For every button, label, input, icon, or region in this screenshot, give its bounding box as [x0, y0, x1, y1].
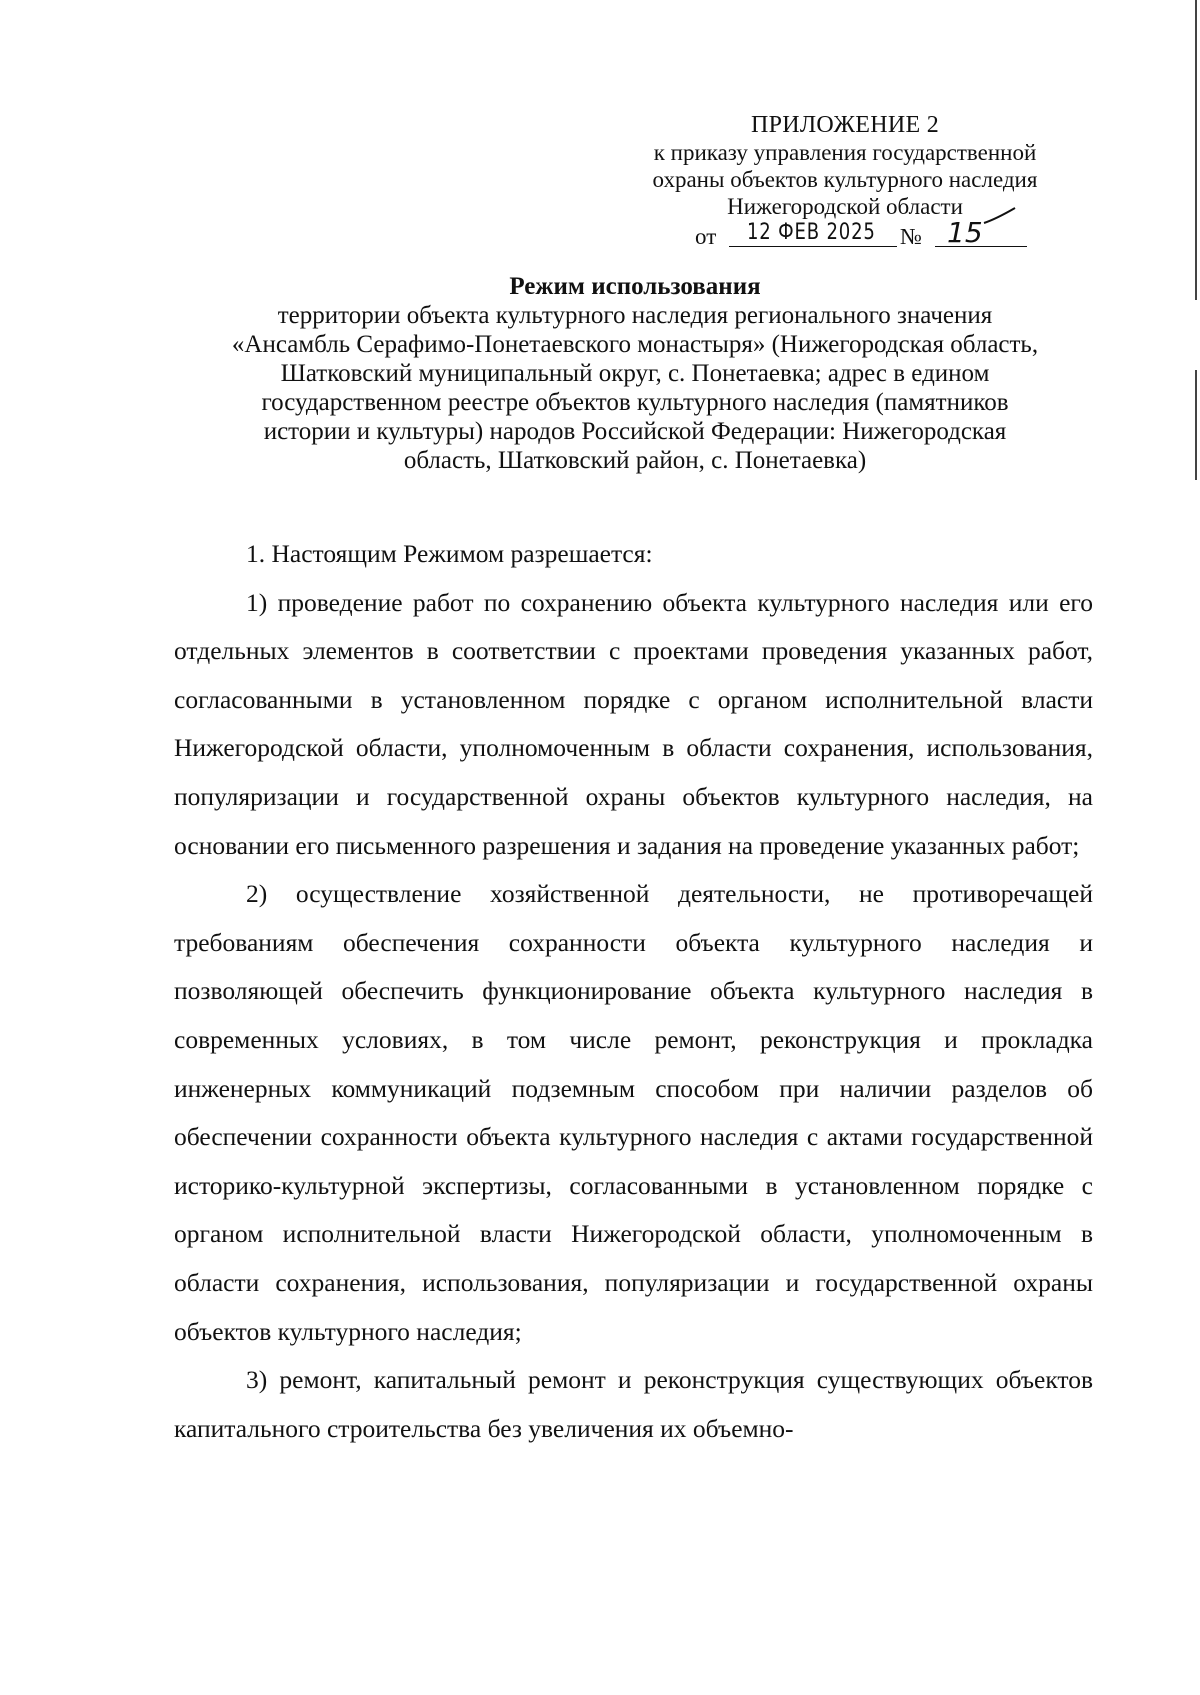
appendix-title: ПРИЛОЖЕНИЕ 2: [750, 112, 940, 138]
order-date: 12 ФЕВ 2025: [747, 220, 876, 245]
document-body: [174, 530, 1093, 1453]
document-heading: [150, 272, 1120, 475]
scan-edge-mark: [1195, 370, 1197, 480]
appendix-line: охраны объектов культурного наследия: [652, 167, 1038, 192]
date-underline: [729, 246, 897, 247]
document-title: Режим использования: [509, 273, 761, 300]
number-prefix: №: [900, 224, 922, 249]
body-paragraph: 1) проведение работ по сохранению объекта культурного наследия или его отдельных элементов в соответствии с проектами проведения указанных работ, согласованными в установленном порядке с органом исполнительной власти Нижегородской области, уполномоченным в области сохранения, использования, популяризации и государственной охраны объектов культурного наследия, на основании его письменного разрешения и задания на проведение указанных работ;: [174, 587, 1093, 860]
heading-line: «Ансамбль Серафимо-Понетаевского монастыря» (Нижегородская область,: [231, 331, 1039, 358]
order-date-row: [695, 216, 1105, 254]
appendix-header: [620, 112, 1070, 220]
body-paragraph: 2) осуществление хозяйственной деятельности, не противоречащей требованиям обеспечения сохранности объекта культурного наследия и позволяющей обеспечить функционирование объекта культурного наследия в современных условиях, в том числе ремонт, реконструкция и прокладка инженерных коммуникаций подземным способом при наличии разделов об обеспечении сохранности объекта культурного наследия с актами государственной историко-культурной экспертизы, согласованными в установленном порядке с органом исполнительной власти Нижегородской области, уполномоченным в области сохранения, использования, популяризации и государственной охраны объектов культурного наследия;: [174, 879, 1093, 1346]
date-prefix: от: [695, 224, 717, 249]
heading-line: территории объекта культурного наследия регионального значения: [277, 302, 993, 329]
appendix-line: к приказу управления государственной: [653, 140, 1037, 165]
appendix-line: Нижегородской области: [727, 194, 963, 219]
order-number: 15: [947, 216, 983, 249]
heading-line: область, Шатковский район, с. Понетаевка): [403, 447, 867, 474]
scan-edge-mark: [1195, 0, 1197, 300]
heading-line: истории и культуры) народов Российской Федерации: Нижегородская: [263, 418, 1007, 445]
body-paragraph: 1. Настоящим Режимом разрешается:: [246, 539, 653, 568]
body-paragraph: 3) ремонт, капитальный ремонт и реконструкция существующих объектов капитального строительства без увеличения их объемно-: [174, 1365, 1093, 1443]
heading-line: государственном реестре объектов культурного наследия (памятников: [261, 389, 1009, 416]
heading-line: Шатковский муниципальный округ, с. Понетаевка; адрес в едином: [280, 360, 990, 387]
